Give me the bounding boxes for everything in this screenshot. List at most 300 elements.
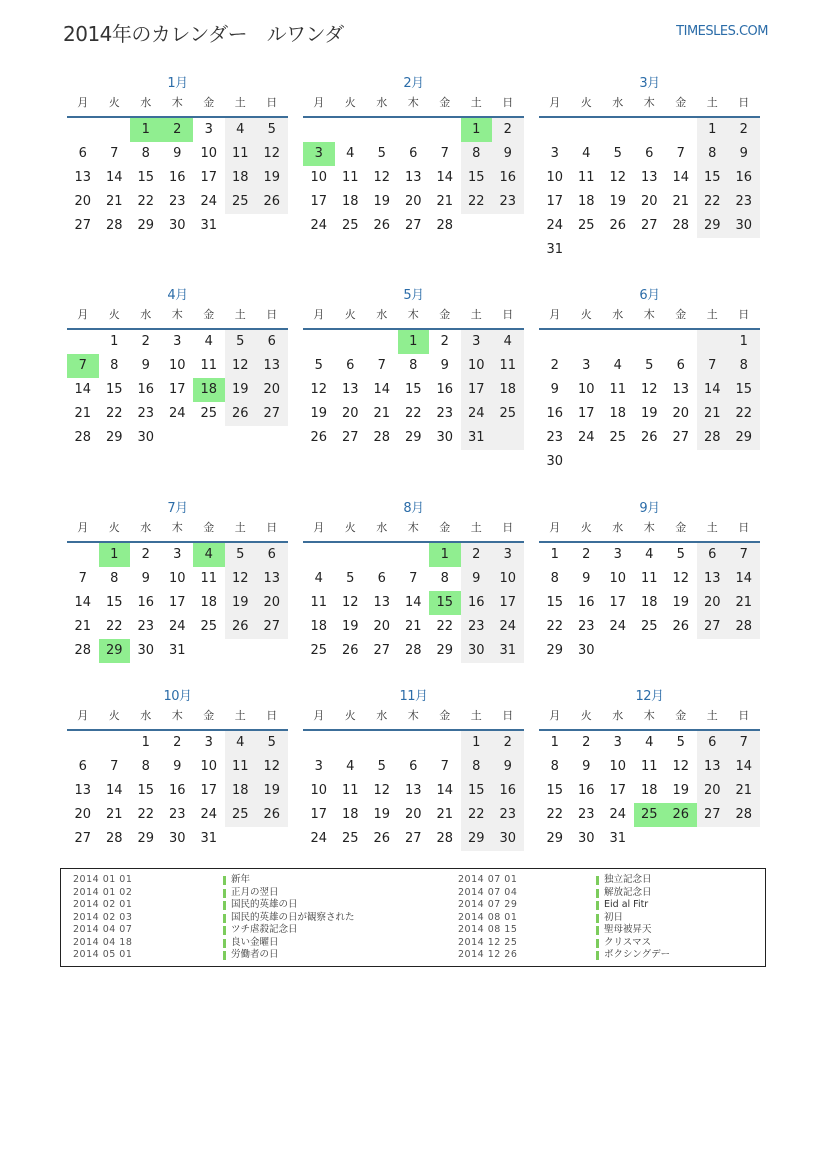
day-cell: 7 xyxy=(110,759,119,774)
holiday-name: 聖母被昇天 xyxy=(604,924,652,935)
day-cell: 13 xyxy=(672,382,690,397)
day-cell: 6 xyxy=(346,358,355,373)
weekday-header: 月 xyxy=(549,308,561,321)
day-cell: 8 xyxy=(739,358,748,373)
weekday-header: 金 xyxy=(439,96,451,109)
day-cell: 13 xyxy=(404,170,422,185)
day-cell: 8 xyxy=(550,759,559,774)
holiday-marker xyxy=(223,876,226,885)
day-cell: 31 xyxy=(499,643,517,658)
day-cell: 30 xyxy=(168,831,186,846)
day-cell: 2 xyxy=(141,547,150,562)
day-cell: 9 xyxy=(582,571,591,586)
day-cell: 19 xyxy=(373,807,391,822)
day-cell: 19 xyxy=(640,406,658,421)
day-cell: 23 xyxy=(436,406,454,421)
day-cell: 7 xyxy=(110,146,119,161)
day-cell: 19 xyxy=(373,194,391,209)
day-cell: 21 xyxy=(105,194,123,209)
day-cell: 10 xyxy=(168,571,186,586)
weekday-header: 水 xyxy=(140,96,152,109)
day-cell: 20 xyxy=(640,194,658,209)
holiday-row xyxy=(458,874,758,887)
holiday-row xyxy=(458,949,758,962)
day-cell: 29 xyxy=(703,218,721,233)
day-cell: 17 xyxy=(499,595,517,610)
day-cell: 13 xyxy=(263,571,281,586)
day-cell: 30 xyxy=(577,831,595,846)
day-cell: 5 xyxy=(377,146,386,161)
day-cell: 20 xyxy=(404,807,422,822)
holiday-list xyxy=(60,868,766,967)
weekday-header: 木 xyxy=(171,308,183,321)
day-cell: 18 xyxy=(609,406,627,421)
day-cell: 18 xyxy=(341,194,359,209)
day-cell: 6 xyxy=(267,334,276,349)
weekday-header: 日 xyxy=(266,521,278,534)
day-cell: 14 xyxy=(735,571,753,586)
day-cell: 17 xyxy=(200,170,218,185)
day-cell: 8 xyxy=(110,358,119,373)
day-cell: 30 xyxy=(137,430,155,445)
day-cell: 3 xyxy=(173,547,182,562)
day-cell: 23 xyxy=(499,194,517,209)
day-cell: 31 xyxy=(168,643,186,658)
month-name: 5月 xyxy=(403,288,424,303)
weekday-header: 月 xyxy=(313,521,325,534)
day-cell: 11 xyxy=(200,571,218,586)
day-cell: 1 xyxy=(708,122,717,137)
day-cell: 17 xyxy=(609,595,627,610)
day-cell: 22 xyxy=(735,406,753,421)
day-cell: 2 xyxy=(173,735,182,750)
day-cell: 3 xyxy=(173,334,182,349)
day-cell: 22 xyxy=(436,619,454,634)
day-cell: 29 xyxy=(467,831,485,846)
day-cell: 10 xyxy=(310,783,328,798)
holiday-day-cell: 1 xyxy=(130,118,162,142)
month-name: 4月 xyxy=(167,288,188,303)
day-cell: 23 xyxy=(577,619,595,634)
day-cell: 24 xyxy=(499,619,517,634)
day-cell: 23 xyxy=(735,194,753,209)
day-cell: 22 xyxy=(137,807,155,822)
day-cell: 4 xyxy=(314,571,323,586)
day-cell: 12 xyxy=(263,146,281,161)
day-cell: 1 xyxy=(739,334,748,349)
day-cell: 4 xyxy=(204,334,213,349)
day-cell: 22 xyxy=(404,406,422,421)
weekday-header: 木 xyxy=(407,521,419,534)
day-cell: 27 xyxy=(263,406,281,421)
day-cell: 23 xyxy=(137,406,155,421)
holiday-marker xyxy=(596,939,599,948)
day-cell: 11 xyxy=(640,571,658,586)
weekday-header: 木 xyxy=(171,709,183,722)
day-cell: 25 xyxy=(577,218,595,233)
weekday-header: 土 xyxy=(706,709,718,722)
day-cell: 21 xyxy=(74,619,92,634)
holiday-day-cell: 7 xyxy=(67,354,99,378)
day-cell: 3 xyxy=(204,735,213,750)
day-cell: 31 xyxy=(546,242,564,257)
day-cell: 12 xyxy=(640,382,658,397)
holiday-marker xyxy=(596,876,599,885)
day-cell: 28 xyxy=(436,831,454,846)
holiday-day-cell: 1 xyxy=(398,330,430,354)
day-cell: 18 xyxy=(341,807,359,822)
day-cell: 13 xyxy=(703,759,721,774)
weekday-header: 金 xyxy=(439,709,451,722)
day-cell: 18 xyxy=(200,595,218,610)
day-cell: 12 xyxy=(672,571,690,586)
day-cell: 24 xyxy=(609,807,627,822)
day-cell: 23 xyxy=(467,619,485,634)
weekday-header: 火 xyxy=(344,521,356,534)
day-cell: 15 xyxy=(137,170,155,185)
site-link[interactable]: TIMESLES.COM xyxy=(676,24,768,39)
day-cell: 4 xyxy=(613,358,622,373)
weekday-header: 火 xyxy=(108,709,120,722)
day-cell: 31 xyxy=(200,831,218,846)
day-cell: 5 xyxy=(676,735,685,750)
day-cell: 20 xyxy=(404,194,422,209)
holiday-day-cell: 4 xyxy=(193,543,225,567)
day-cell: 19 xyxy=(341,619,359,634)
day-cell: 20 xyxy=(74,807,92,822)
holiday-row xyxy=(458,899,758,912)
day-cell: 26 xyxy=(609,218,627,233)
day-cell: 22 xyxy=(467,194,485,209)
holiday-date: 2014 01 01 xyxy=(73,874,133,885)
day-cell: 14 xyxy=(373,382,391,397)
month-name: 1月 xyxy=(167,76,188,91)
holiday-name: ツチ虐殺記念日 xyxy=(231,924,298,935)
weekday-header: 日 xyxy=(502,521,514,534)
day-cell: 10 xyxy=(546,170,564,185)
day-cell: 22 xyxy=(137,194,155,209)
day-cell: 10 xyxy=(310,170,328,185)
day-cell: 22 xyxy=(467,807,485,822)
day-cell: 15 xyxy=(137,783,155,798)
day-cell: 28 xyxy=(735,807,753,822)
day-cell: 6 xyxy=(708,735,717,750)
day-cell: 4 xyxy=(236,735,245,750)
weekday-header: 土 xyxy=(470,521,482,534)
day-cell: 12 xyxy=(231,571,249,586)
holiday-marker xyxy=(596,901,599,910)
holiday-marker xyxy=(223,889,226,898)
day-cell: 23 xyxy=(577,807,595,822)
weekday-header: 日 xyxy=(266,308,278,321)
weekday-header: 木 xyxy=(643,308,655,321)
weekday-header: 火 xyxy=(108,96,120,109)
day-cell: 1 xyxy=(472,735,481,750)
day-cell: 5 xyxy=(613,146,622,161)
weekday-header: 火 xyxy=(580,96,592,109)
day-cell: 27 xyxy=(640,218,658,233)
day-cell: 4 xyxy=(582,146,591,161)
day-cell: 6 xyxy=(708,547,717,562)
day-cell: 23 xyxy=(137,619,155,634)
day-cell: 12 xyxy=(310,382,328,397)
day-cell: 21 xyxy=(703,406,721,421)
day-cell: 18 xyxy=(231,783,249,798)
day-cell: 16 xyxy=(137,382,155,397)
day-cell: 6 xyxy=(409,759,418,774)
day-cell: 2 xyxy=(141,334,150,349)
day-cell: 28 xyxy=(436,218,454,233)
day-cell: 14 xyxy=(735,759,753,774)
page-title: 2014年のカレンダー ルワンダ xyxy=(63,22,344,46)
day-cell: 25 xyxy=(200,619,218,634)
day-cell: 24 xyxy=(467,406,485,421)
day-cell: 14 xyxy=(74,595,92,610)
day-cell: 17 xyxy=(310,807,328,822)
weekday-header: 水 xyxy=(612,709,624,722)
day-cell: 1 xyxy=(141,735,150,750)
day-cell: 6 xyxy=(409,146,418,161)
day-cell: 24 xyxy=(168,406,186,421)
day-cell: 30 xyxy=(137,643,155,658)
day-cell: 18 xyxy=(499,382,517,397)
holiday-marker xyxy=(596,951,599,960)
weekday-header: 土 xyxy=(706,521,718,534)
weekday-header: 月 xyxy=(77,96,89,109)
day-cell: 17 xyxy=(609,783,627,798)
day-cell: 3 xyxy=(613,547,622,562)
weekday-header: 土 xyxy=(470,96,482,109)
month-name: 3月 xyxy=(639,76,660,91)
weekday-header: 金 xyxy=(203,308,215,321)
weekday-header: 木 xyxy=(171,521,183,534)
day-cell: 6 xyxy=(78,759,87,774)
weekday-header: 水 xyxy=(140,521,152,534)
weekday-header: 木 xyxy=(407,308,419,321)
holiday-column-left xyxy=(73,874,453,962)
day-cell: 26 xyxy=(263,807,281,822)
day-cell: 7 xyxy=(78,571,87,586)
weekday-header: 木 xyxy=(171,96,183,109)
day-cell: 4 xyxy=(346,759,355,774)
day-cell: 16 xyxy=(546,406,564,421)
day-cell: 11 xyxy=(499,358,517,373)
day-cell: 26 xyxy=(640,430,658,445)
day-cell: 25 xyxy=(231,807,249,822)
weekday-header: 木 xyxy=(643,521,655,534)
weekday-header: 木 xyxy=(407,96,419,109)
day-cell: 4 xyxy=(645,547,654,562)
holiday-name: 良い金曜日 xyxy=(231,936,279,948)
holiday-name: 解放記念日 xyxy=(604,886,652,898)
day-cell: 16 xyxy=(577,783,595,798)
holiday-marker xyxy=(223,939,226,948)
day-cell: 14 xyxy=(672,170,690,185)
day-cell: 19 xyxy=(263,170,281,185)
day-cell: 3 xyxy=(314,759,323,774)
weekday-header: 日 xyxy=(738,308,750,321)
day-cell: 17 xyxy=(577,406,595,421)
day-cell: 20 xyxy=(263,382,281,397)
weekday-header: 土 xyxy=(470,709,482,722)
day-cell: 3 xyxy=(503,547,512,562)
day-cell: 24 xyxy=(168,619,186,634)
day-cell: 8 xyxy=(440,571,449,586)
day-cell: 17 xyxy=(546,194,564,209)
day-cell: 26 xyxy=(373,218,391,233)
holiday-date: 2014 02 03 xyxy=(73,911,133,923)
weekday-header: 日 xyxy=(502,308,514,321)
holiday-name: 国民的英雄の日が観察された xyxy=(231,911,355,923)
day-cell: 14 xyxy=(105,170,123,185)
weekday-header: 月 xyxy=(313,709,325,722)
weekday-header: 火 xyxy=(344,709,356,722)
day-cell: 5 xyxy=(645,358,654,373)
holiday-row xyxy=(73,874,453,887)
day-cell: 19 xyxy=(263,783,281,798)
holiday-date: 2014 05 01 xyxy=(73,949,133,960)
day-cell: 27 xyxy=(703,807,721,822)
day-cell: 5 xyxy=(236,547,245,562)
weekday-header: 金 xyxy=(675,521,687,534)
day-cell: 26 xyxy=(263,194,281,209)
day-cell: 17 xyxy=(310,194,328,209)
weekday-header: 木 xyxy=(407,709,419,722)
holiday-row xyxy=(73,887,453,900)
holiday-date: 2014 08 01 xyxy=(458,911,518,923)
day-cell: 25 xyxy=(231,194,249,209)
day-cell: 5 xyxy=(267,122,276,137)
day-cell: 30 xyxy=(467,643,485,658)
day-cell: 28 xyxy=(105,831,123,846)
day-cell: 20 xyxy=(672,406,690,421)
day-cell: 15 xyxy=(467,783,485,798)
day-cell: 30 xyxy=(546,454,564,469)
day-cell: 3 xyxy=(472,334,481,349)
day-cell: 21 xyxy=(74,406,92,421)
weekday-header: 火 xyxy=(344,96,356,109)
day-cell: 21 xyxy=(735,595,753,610)
day-cell: 28 xyxy=(703,430,721,445)
day-cell: 20 xyxy=(703,595,721,610)
day-cell: 6 xyxy=(377,571,386,586)
day-cell: 28 xyxy=(74,643,92,658)
day-cell: 5 xyxy=(314,358,323,373)
holiday-marker xyxy=(223,901,226,910)
holiday-column-right xyxy=(458,874,758,962)
day-cell: 6 xyxy=(78,146,87,161)
day-cell: 2 xyxy=(550,358,559,373)
day-cell: 7 xyxy=(440,759,449,774)
weekday-header: 水 xyxy=(612,308,624,321)
day-cell: 8 xyxy=(141,759,150,774)
weekday-header: 火 xyxy=(108,308,120,321)
day-cell: 15 xyxy=(467,170,485,185)
day-cell: 8 xyxy=(472,759,481,774)
weekday-header: 火 xyxy=(108,521,120,534)
day-cell: 13 xyxy=(74,783,92,798)
month-name: 11月 xyxy=(399,689,428,704)
weekday-header: 水 xyxy=(612,96,624,109)
holiday-day-cell: 25 xyxy=(634,803,666,827)
day-cell: 18 xyxy=(640,783,658,798)
day-cell: 19 xyxy=(672,783,690,798)
day-cell: 24 xyxy=(200,807,218,822)
day-cell: 29 xyxy=(735,430,753,445)
day-cell: 2 xyxy=(472,547,481,562)
day-cell: 18 xyxy=(640,595,658,610)
day-cell: 21 xyxy=(436,807,454,822)
weekday-header: 木 xyxy=(643,96,655,109)
day-cell: 15 xyxy=(735,382,753,397)
holiday-day-cell: 1 xyxy=(99,543,131,567)
holiday-name: 国民的英雄の日 xyxy=(231,899,298,910)
day-cell: 29 xyxy=(105,430,123,445)
month-name: 8月 xyxy=(403,501,424,516)
holiday-row xyxy=(73,924,453,937)
weekday-header: 土 xyxy=(234,96,246,109)
day-cell: 26 xyxy=(341,643,359,658)
day-cell: 7 xyxy=(440,146,449,161)
weekday-header: 日 xyxy=(738,709,750,722)
holiday-row xyxy=(73,937,453,950)
day-cell: 20 xyxy=(74,194,92,209)
day-cell: 9 xyxy=(472,571,481,586)
day-cell: 7 xyxy=(739,735,748,750)
day-cell: 21 xyxy=(672,194,690,209)
holiday-row xyxy=(458,912,758,925)
weekday-header: 日 xyxy=(502,96,514,109)
day-cell: 14 xyxy=(74,382,92,397)
day-cell: 21 xyxy=(373,406,391,421)
weekday-header: 水 xyxy=(140,709,152,722)
day-cell: 3 xyxy=(613,735,622,750)
weekday-header: 水 xyxy=(376,96,388,109)
holiday-row xyxy=(73,899,453,912)
weekday-header: 火 xyxy=(580,521,592,534)
weekday-header: 月 xyxy=(77,521,89,534)
weekday-header: 土 xyxy=(234,709,246,722)
day-cell: 22 xyxy=(105,619,123,634)
day-cell: 20 xyxy=(703,783,721,798)
holiday-name: 独立記念日 xyxy=(604,874,652,885)
day-cell: 13 xyxy=(263,358,281,373)
weekday-header: 月 xyxy=(313,308,325,321)
holiday-day-cell: 3 xyxy=(303,142,335,166)
holiday-day-cell: 18 xyxy=(193,378,225,402)
day-cell: 7 xyxy=(708,358,717,373)
day-cell: 25 xyxy=(341,218,359,233)
day-cell: 22 xyxy=(546,619,564,634)
holiday-name: 正月の翌日 xyxy=(231,886,279,898)
weekday-header: 火 xyxy=(344,308,356,321)
day-cell: 9 xyxy=(440,358,449,373)
day-cell: 22 xyxy=(703,194,721,209)
weekday-header: 月 xyxy=(77,709,89,722)
day-cell: 16 xyxy=(436,382,454,397)
weekday-header: 金 xyxy=(439,308,451,321)
day-cell: 29 xyxy=(137,831,155,846)
day-cell: 13 xyxy=(404,783,422,798)
month-name: 7月 xyxy=(167,501,188,516)
weekday-header: 水 xyxy=(376,308,388,321)
day-cell: 17 xyxy=(467,382,485,397)
day-cell: 12 xyxy=(231,358,249,373)
day-cell: 22 xyxy=(546,807,564,822)
day-cell: 8 xyxy=(550,571,559,586)
day-cell: 8 xyxy=(110,571,119,586)
day-cell: 22 xyxy=(105,406,123,421)
